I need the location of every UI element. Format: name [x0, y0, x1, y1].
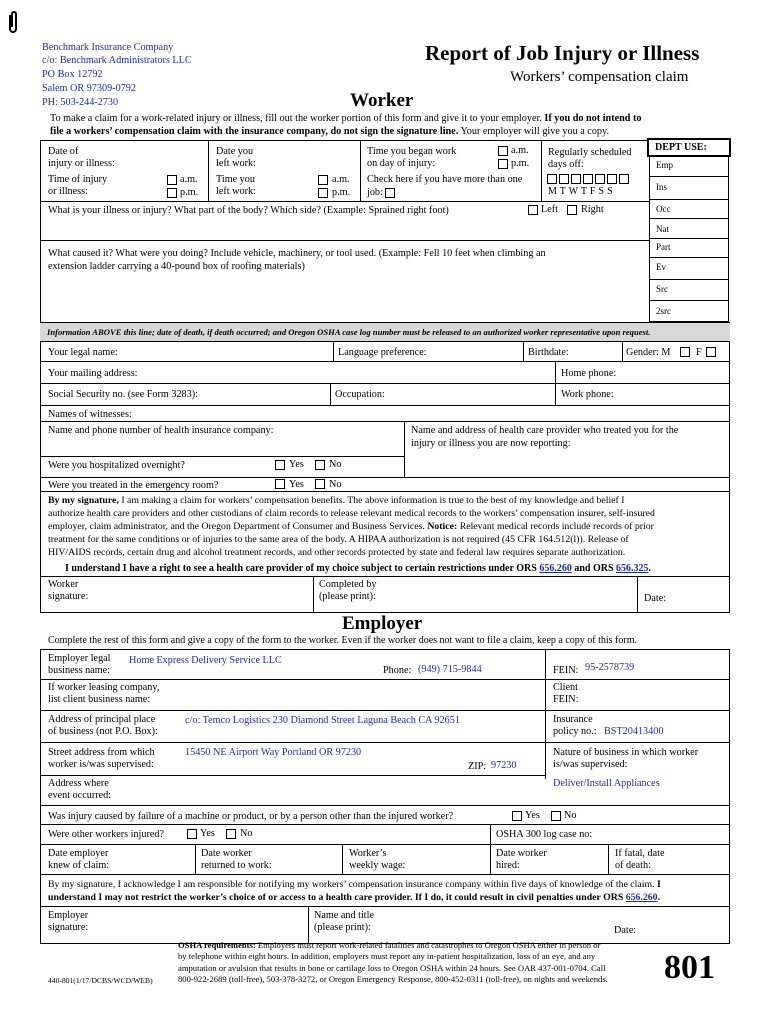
employer-acknowledgment: understand I may not restrict the worker’s choice of or access to a health care provider. If I do, it could result in civil penalties under ORS 656.260.	[48, 892, 661, 903]
day-checkbox[interactable]	[607, 174, 617, 184]
date-hired-label: Date worker hired:	[496, 848, 547, 871]
ors-656-260-link[interactable]: 656.260	[539, 563, 572, 574]
occupation-label: Occupation:	[335, 389, 385, 400]
street-address-value: 15450 NE Airport Way Portland OR 97230	[185, 747, 362, 758]
fein-label: FEIN:	[553, 665, 579, 676]
auth-paragraph: authorize health care providers and other custodians of claim records to release relevant medical records to the workers’ compensation insurer, self-insured	[48, 508, 655, 519]
info-above-text: Information ABOVE this line; date of death, if death occurred; and Oregon OSHA case log number must be released to an authorized worker representative upon request.	[47, 327, 651, 337]
right-side-checkbox[interactable]	[567, 205, 577, 215]
more-jobs-label: job:	[367, 187, 383, 198]
birthdate-label: Birthdate:	[528, 347, 569, 358]
auth-paragraph: HIV/AIDS records, certain drug and alcohol treatment records, and other records protected by state and federal law requires separate authorization.	[48, 547, 626, 558]
completed-by-label: Completed by (please print):	[319, 579, 377, 602]
principal-address-value: c/o: Temco Logistics 230 Diamond Street Laguna Beach CA 92651	[185, 715, 460, 726]
dept-code: 2src	[656, 306, 671, 316]
left-side-checkbox[interactable]	[528, 205, 538, 215]
employer-intro: Complete the rest of this form and give a copy of the form to the worker. Even if the worker does not want to file a claim, keep a copy of this form.	[48, 635, 637, 646]
left-pm-checkbox[interactable]	[318, 188, 328, 198]
worker-heading: Worker	[350, 90, 414, 111]
worker-date-label: Date:	[644, 593, 667, 604]
auth-paragraph: By my signature, I am making a claim for workers’ compensation benefits. The above information is true to the best of my knowledge and belief I	[48, 495, 625, 506]
yes-label: Yes	[525, 810, 540, 821]
no-label: No	[329, 459, 342, 470]
insurance-policy-value: BST20413400	[604, 726, 664, 737]
hospitalized-yes-checkbox[interactable]	[275, 460, 285, 470]
other-injured-label: Were other workers injured?	[48, 829, 165, 840]
date-knew-label: Date employer knew of claim:	[48, 848, 110, 871]
phone-value: (949) 715-9844	[418, 664, 482, 675]
ssn-label: Social Security no. (see Form 3283):	[48, 389, 198, 400]
what-illness-label: What is your illness or injury? What part of the body? Which side? (Example: Sprained right foot)	[48, 205, 449, 216]
witnesses-label: Names of witnesses:	[48, 409, 132, 420]
am-label: a.m.	[332, 174, 350, 185]
auth-paragraph: treatment for the same conditions or of injuries to the same area of the body. A HIPAA authorization is not required (45 CFR 164.512(l)). Release of	[48, 534, 629, 545]
no-label: No	[329, 479, 342, 490]
insurance-policy-label: Insurance policy no.:	[553, 714, 597, 737]
dept-code: Nat	[656, 224, 669, 234]
company-line: Salem OR 97309-0792	[42, 83, 136, 94]
company-line: PH: 503-244-2730	[42, 97, 119, 108]
day-checkbox[interactable]	[619, 174, 629, 184]
day-checkbox[interactable]	[547, 174, 557, 184]
employer-acknowledgment: By my signature, I acknowledge I am responsible for notifying my workers’ compensation insurance company within five days of knowledge of the claim. I	[48, 879, 661, 890]
ors-656-325-link[interactable]: 656.325	[616, 563, 649, 574]
days-labels: M T W T F S S	[548, 186, 614, 197]
form-subtitle: Workers’ compensation claim	[510, 69, 689, 85]
name-title-label: Name and title (please print):	[314, 910, 374, 933]
time-left-work-label: Time you left work:	[216, 174, 256, 197]
emergency-label: Were you treated in the emergency room?	[48, 480, 219, 491]
language-label: Language preference:	[338, 347, 427, 358]
osha-log-label: OSHA 300 log case no:	[496, 829, 593, 840]
event-address-label: Address where event occurred:	[48, 778, 112, 801]
machine-question: Was injury caused by failure of a machine or product, or by a person other than the injured worker?	[48, 811, 454, 822]
understand-statement: I understand I have a right to see a health care provider of my choice subject to certain restrictions under ORS 656.260 and ORS 656.325.	[65, 563, 652, 574]
street-address-label: Street address from which worker is/was supervised:	[48, 747, 155, 770]
day-checkbox[interactable]	[583, 174, 593, 184]
dept-code: Part	[656, 242, 671, 252]
yes-label: Yes	[200, 828, 215, 839]
date-of-injury-label: Date of injury or illness:	[48, 146, 115, 169]
dept-code: Occ	[656, 204, 671, 214]
emergency-yes-checkbox[interactable]	[275, 479, 285, 489]
employer-legal-name-value: Home Express Delivery Service LLC	[129, 655, 282, 666]
am-label: a.m.	[511, 145, 529, 156]
began-am-checkbox[interactable]	[498, 146, 508, 156]
employer-heading: Employer	[342, 613, 423, 634]
company-line: c/o: Benchmark Administrators LLC	[42, 55, 192, 66]
right-label: Right	[581, 204, 604, 215]
zip-label: ZIP:	[468, 761, 487, 772]
dept-code: Ins	[656, 182, 667, 192]
dept-use-title: DEPT USE:	[655, 142, 707, 153]
day-checkbox[interactable]	[559, 174, 569, 184]
pm-label: p.m.	[511, 158, 530, 169]
provider-label: injury or illness you are now reporting:	[411, 438, 571, 449]
client-fein-label: Client FEIN:	[553, 682, 579, 705]
osha-requirements: OSHA requirements: Employers must report work-related fatalities and catastrophes to Oregon OSHA either in person or by telephone within eight hours. In addition, employers must report any in-patient hospitalization, loss of an eye, and any amputation or avulsion that results in bone or cartilage loss to Oregon OSHA within 24 hours. See OAR 437-001-0704. Call 800-922-2689 (toll-free), 503-378-3272, or Oregon Emergency Response, 800-452-0311 (toll-free), on nights and weekends.	[178, 940, 608, 985]
date-left-work-label: Date you left work:	[216, 146, 256, 169]
what-caused-label: What caused it? What were you doing? Include vehicle, machinery, or tool used. (Example: Fell 10 feet when climbing an	[48, 248, 546, 259]
date-returned-label: Date worker returned to work:	[201, 848, 272, 871]
worker-intro: To make a claim for a work-related injury or illness, fill out the worker portion of this form and give it to your employer. If you do not intend to	[50, 113, 642, 124]
pm-label: p.m.	[332, 187, 351, 198]
date-of-death-label: If fatal, date of death:	[615, 848, 665, 871]
emergency-no-checkbox[interactable]	[315, 479, 325, 489]
machine-yes-checkbox[interactable]	[512, 811, 522, 821]
health-insurance-label: Name and phone number of health insurance company:	[48, 425, 274, 436]
day-checkbox[interactable]	[571, 174, 581, 184]
auth-paragraph: employer, claim administrator, and the Oregon Department of Consumer and Business Services. Notice: Relevant medical records include records of prior	[48, 521, 654, 532]
other-injured-yes-checkbox[interactable]	[187, 829, 197, 839]
dept-code: Emp	[656, 160, 673, 170]
hospitalized-no-checkbox[interactable]	[315, 460, 325, 470]
pm-label: p.m.	[180, 187, 199, 198]
time-began-label: Time you began work on day of injury:	[367, 146, 457, 169]
weekly-wage-label: Worker’s weekly wage:	[349, 848, 406, 871]
home-phone-label: Home phone:	[561, 368, 617, 379]
form-title: Report of Job Injury or Illness	[425, 41, 700, 65]
paperclip-icon	[6, 9, 20, 40]
zip-value: 97230	[491, 760, 517, 771]
injury-pm-checkbox[interactable]	[167, 188, 177, 198]
employer-legal-name-label: Employer legal business name:	[48, 653, 111, 676]
ors-656-260-link[interactable]: 656.260	[625, 892, 658, 903]
mailing-address-label: Your mailing address:	[48, 368, 138, 379]
day-checkbox[interactable]	[595, 174, 605, 184]
nature-of-business-label: Nature of business in which worker is/was supervised:	[553, 747, 699, 770]
time-of-injury-label: Time of injury or illness:	[48, 174, 108, 197]
gender-label: Gender: M	[626, 347, 671, 358]
yes-label: Yes	[289, 459, 304, 470]
fein-value: 95-2578739	[585, 662, 635, 673]
left-am-checkbox[interactable]	[318, 175, 328, 185]
employer-date-label: Date:	[614, 925, 637, 936]
form-number: 801	[664, 949, 715, 986]
days-off-label: Regularly scheduled days off:	[548, 147, 632, 170]
provider-label: Name and address of health care provider who treated you for the	[411, 425, 679, 436]
more-jobs-label: Check here if you have more than one	[367, 174, 523, 185]
yes-label: Yes	[289, 479, 304, 490]
began-pm-checkbox[interactable]	[498, 159, 508, 169]
company-line: PO Box 12792	[42, 69, 103, 80]
employer-signature-label: Employer signature:	[48, 910, 89, 933]
work-phone-label: Work phone:	[561, 389, 614, 400]
worker-intro: file a workers’ compensation claim with the insurance company, do not sign the signature line. Your employer will give you a copy.	[50, 126, 609, 137]
what-caused-label: extension ladder carrying a 40-pound box of roofing materials)	[48, 261, 305, 272]
other-injured-no-checkbox[interactable]	[226, 829, 236, 839]
no-label: No	[240, 828, 253, 839]
dept-code: Src	[656, 284, 668, 294]
nature-of-business-value: Deliver/Install Appliances	[553, 778, 660, 789]
machine-no-checkbox[interactable]	[551, 811, 561, 821]
form-code: 440-801(1/17/DCBS/WCD/WEB)	[48, 976, 153, 985]
principal-address-label: Address of principal place of business (not P.O. Box):	[48, 714, 158, 737]
gender-f-label: F	[696, 347, 702, 358]
gender-m-checkbox[interactable]	[680, 347, 690, 357]
company-line: Benchmark Insurance Company	[42, 42, 174, 53]
hospitalized-label: Were you hospitalized overnight?	[48, 460, 185, 471]
phone-label: Phone:	[383, 665, 412, 676]
gender-f-checkbox[interactable]	[706, 347, 716, 357]
am-label: a.m.	[180, 174, 198, 185]
legal-name-label: Your legal name:	[48, 347, 118, 358]
left-label: Left	[541, 204, 558, 215]
worker-signature-label: Worker signature:	[48, 579, 89, 602]
leasing-company-label: If worker leasing company, list client business name:	[48, 682, 160, 705]
dept-code: Ev	[656, 262, 666, 272]
injury-am-checkbox[interactable]	[167, 175, 177, 185]
more-jobs-checkbox[interactable]	[385, 188, 395, 198]
no-label: No	[564, 810, 577, 821]
